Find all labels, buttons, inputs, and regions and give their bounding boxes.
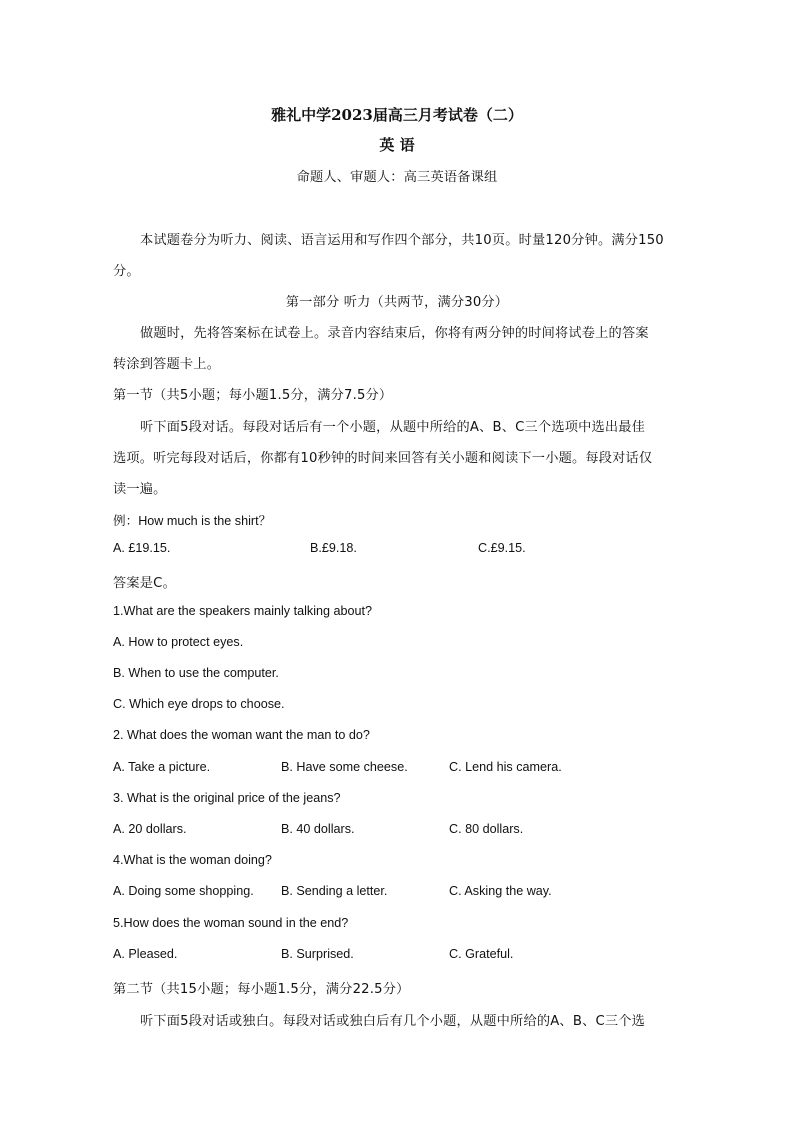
q1-option-b: B. When to use the computer. [113,666,279,680]
q5-option-b: B. Surprised. [281,947,354,961]
section1-instruction-line-1: 听下面5段对话。每段对话后有一个小题，从题中所给的A、B、C三个选项中选出最佳 [140,420,646,435]
exam-title: 雅礼中学2023届高三月考试卷（二） [271,106,523,124]
intro-line-1: 本试题卷分为听力、阅读、语言运用和写作四个部分，共10页。时量120分钟。满分150 [140,233,664,248]
q4-option-b: B. Sending a letter. [281,884,388,898]
section2-title: 第二节（共15小题；每小题1.5分，满分22.5分） [113,982,410,997]
authors-line: 命题人、审题人：高三英语备课组 [296,170,498,185]
q3-option-c: C. 80 dollars. [449,822,524,836]
q3-option-a: A. 20 dollars. [113,822,187,836]
section1-title: 第一节（共5小题；每小题1.5分，满分7.5分） [113,388,393,403]
q1-option-c: C. Which eye drops to choose. [113,697,285,711]
q2-option-c: C. Lend his camera. [449,760,562,774]
example-question: 例：How much is the shirt？ [113,514,272,528]
example-option-b: B.£9.18. [310,541,357,555]
example-option-c: C.£9.15. [478,541,526,555]
part1-title: 第一部分 听力（共两节，满分30分） [285,295,509,310]
question-3: 3. What is the original price of the jeans? [113,791,341,805]
question-2: 2. What does the woman want the man to do? [113,728,370,742]
q5-option-c: C. Grateful. [449,947,514,961]
section1-instruction-line-2: 选项。听完每段对话后，你都有10秒钟的时间来回答有关小题和阅读下一小题。每段对话仅 [113,451,653,466]
intro-line-2: 分。 [113,264,140,279]
section2-instruction-line-1: 听下面5段对话或独白。每段对话或独白后有几个小题，从题中所给的A、B、C三个选 [140,1014,646,1029]
q2-option-b: B. Have some cheese. [281,760,408,774]
example-option-a: A. £19.15. [113,541,171,555]
section1-instruction-line-3: 读一遍。 [113,482,167,497]
part1-instruction-line-2: 转涂到答题卡上。 [113,357,221,372]
q2-option-a: A. Take a picture. [113,760,211,774]
q1-option-a: A. How to protect eyes. [113,635,244,649]
question-4: 4.What is the woman doing? [113,853,272,867]
q5-option-a: A. Pleased. [113,947,178,961]
q4-option-a: A. Doing some shopping. [113,884,254,898]
question-1: 1.What are the speakers mainly talking about? [113,604,373,618]
subject-title: 英 语 [379,136,415,154]
example-answer: 答案是C。 [113,576,176,591]
q4-option-c: C. Asking the way. [449,884,552,898]
q3-option-b: B. 40 dollars. [281,822,355,836]
part1-instruction-line-1: 做题时，先将答案标在试卷上。录音内容结束后，你将有两分钟的时间将试卷上的答案 [140,326,649,341]
question-5: 5.How does the woman sound in the end? [113,916,349,930]
